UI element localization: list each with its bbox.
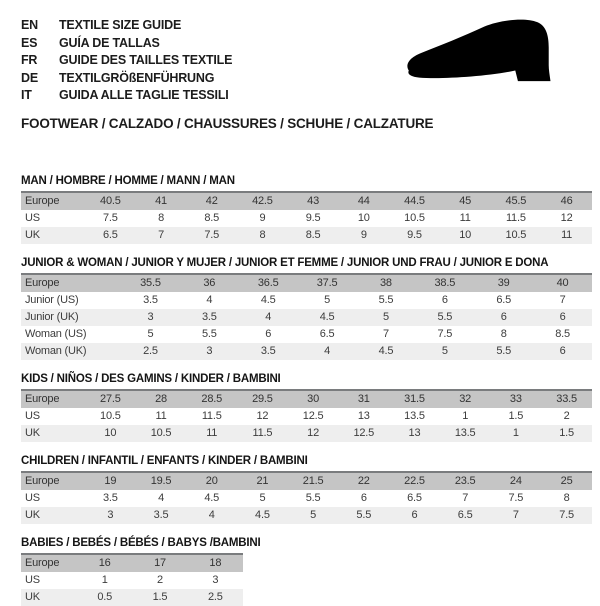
table-row [21,490,592,507]
language-code: EN [21,18,38,32]
size-value: 36.5 [257,276,279,289]
size-value: 24 [509,474,522,487]
size-value: 10 [459,228,472,241]
size-value: 6 [559,310,566,323]
language-code: IT [21,88,32,102]
table-row [21,554,243,572]
table-row [21,210,592,227]
table-row [21,507,592,524]
size-value: 19 [104,474,117,487]
size-value: 3 [147,310,154,323]
size-value: 12 [560,211,573,224]
size-value: 38 [380,276,392,289]
size-value: 5 [382,310,389,323]
row-label: UK [25,508,40,521]
row-label: US [25,491,40,504]
size-table [21,471,592,524]
row-label: Woman (US) [25,327,87,340]
size-section [21,537,590,606]
size-value: 11.5 [505,211,526,224]
size-value: 46 [560,194,573,207]
size-value: 6 [360,491,367,504]
row-label: UK [25,590,40,603]
size-tables-container [21,175,590,606]
size-value: 4 [208,508,215,521]
language-code: DE [21,70,38,85]
size-value: 45.5 [505,194,527,207]
size-value: 10.5 [404,211,425,224]
row-label: Europe [25,556,60,569]
size-value: 6.5 [457,508,473,521]
size-value: 7 [462,491,469,504]
size-value: 5 [259,491,266,504]
row-label: US [25,573,40,586]
size-value: 13 [357,409,370,422]
size-table [21,389,592,442]
table-row [21,192,592,210]
size-value: 5.5 [437,310,453,323]
size-value: 13.5 [404,409,425,422]
size-value: 18 [209,556,222,569]
size-value: 5.5 [201,327,217,340]
size-value: 42 [205,194,218,207]
size-value: 8.5 [204,211,220,224]
size-value: 1.5 [508,409,524,422]
size-value: 43 [307,194,320,207]
size-value: 11 [155,409,167,422]
size-value: 21.5 [302,474,324,487]
size-value: 22 [357,474,370,487]
size-value: 7 [512,508,519,521]
size-value: 44 [357,194,370,207]
size-value: 40.5 [100,194,121,207]
size-value: 5 [324,293,331,306]
size-value: 4.5 [204,491,220,504]
size-value: 6 [559,344,566,357]
size-value: 12 [256,409,269,422]
size-value: 7.5 [102,211,118,224]
size-value: 7 [559,293,566,306]
size-value: 12 [307,426,320,439]
row-label: Europe [25,194,60,207]
language-title: TEXTILE SIZE GUIDE [59,18,182,32]
row-label: UK [25,228,40,241]
size-value: 9 [360,228,367,241]
size-value: 5.5 [496,344,512,357]
size-value: 41 [155,194,167,207]
size-value: 4 [206,293,213,306]
size-value: 31 [357,392,370,405]
row-label: Europe [25,392,60,405]
size-section-title: MAN / HOMBRE / HOMME / MANN / MAN [21,174,235,187]
size-value: 13 [408,426,421,439]
size-value: 4 [265,310,272,323]
size-value: 8 [259,228,266,241]
size-value: 40 [556,276,569,289]
table-row [21,292,592,309]
size-value: 29.5 [252,392,273,405]
table-row [21,309,592,326]
size-value: 25 [560,474,573,487]
size-value: 21 [256,474,269,487]
size-value: 3.5 [201,310,217,323]
size-value: 8.5 [305,228,321,241]
size-value: 6 [441,293,448,306]
size-table [21,273,592,360]
table-row [21,589,243,606]
size-value: 1.5 [152,590,168,603]
size-value: 39 [497,276,510,289]
size-value: 7 [158,228,164,241]
size-value: 4.5 [319,310,335,323]
size-value: 3.5 [143,293,158,306]
category-heading: FOOTWEAR / CALZADO / CHAUSSURES / SCHUHE / CALZATURE [21,115,434,131]
size-value: 5.5 [305,491,321,504]
size-section [21,373,590,442]
size-value: 1 [101,573,108,586]
size-value: 2.5 [143,344,158,357]
table-row [21,472,592,490]
size-value: 5 [147,327,154,340]
size-value: 3.5 [260,344,276,357]
size-value: 10 [104,426,117,439]
size-value: 36 [203,276,216,289]
size-value: 23.5 [454,474,476,487]
size-value: 37.5 [316,276,338,289]
size-value: 4.5 [260,293,276,306]
size-value: 11 [561,228,573,241]
size-value: 2 [563,409,570,422]
size-value: 10.5 [100,409,121,422]
size-value: 6.5 [102,228,118,241]
size-value: 8.5 [555,327,570,340]
size-value: 22.5 [404,474,425,487]
size-value: 28.5 [201,392,223,405]
row-label: Junior (UK) [25,310,79,323]
size-value: 6.5 [496,293,512,306]
size-value: 6 [265,327,272,340]
size-value: 4.5 [255,508,270,521]
size-value: 44.5 [404,194,425,207]
table-row [21,326,592,343]
table-row [21,274,592,292]
language-code: ES [21,35,38,50]
size-value: 11 [459,211,471,224]
size-value: 3 [212,573,219,586]
size-value: 8 [563,491,570,504]
size-value: 12.5 [353,426,375,439]
size-section [21,455,590,524]
row-label: Junior (US) [25,293,79,306]
size-section [21,257,590,360]
row-label: US [25,211,40,224]
size-value: 6 [500,310,507,323]
language-title: TEXTILGRÖßENFÜHRUNG [59,70,215,85]
size-value: 10.5 [505,228,527,241]
table-row [21,425,592,442]
size-value: 9.5 [407,228,422,241]
size-value: 0.5 [97,590,113,603]
size-value: 12.5 [302,409,324,422]
size-value: 38.5 [434,276,456,289]
size-value: 10.5 [150,426,172,439]
size-section-title: JUNIOR & WOMAN / JUNIOR Y MUJER / JUNIOR ET FEMME / JUNIOR UND FRAU / JUNIOR E DONA [21,256,549,269]
language-title: GUIDE DES TAILLES TEXTILE [59,53,233,67]
size-value: 6.5 [407,491,422,504]
size-value: 19.5 [150,474,172,487]
size-value: 2.5 [207,590,223,603]
size-value: 33 [509,392,522,405]
size-value: 1.5 [559,426,574,439]
size-value: 7.5 [437,327,453,340]
size-table [21,553,243,606]
size-value: 3.5 [102,491,118,504]
size-value: 17 [154,556,166,569]
size-value: 10 [357,211,370,224]
size-value: 32 [459,392,472,405]
size-value: 3.5 [153,508,169,521]
size-section-title: CHILDREN / INFANTIL / ENFANTS / KINDER / BAMBINI [21,454,308,467]
row-label: US [25,409,40,422]
language-title: GUÍA DE TALLAS [59,35,160,50]
size-value: 20 [205,474,218,487]
table-row [21,572,243,589]
size-value: 7 [382,327,389,340]
size-value: 11 [206,426,218,439]
table-row [21,408,592,425]
size-value: 27.5 [100,392,121,405]
size-value: 28 [155,392,167,405]
size-value: 1 [462,409,469,422]
size-section-title: KIDS / NIÑOS / DES GAMINS / KINDER / BAMBINI [21,372,281,385]
row-label: Europe [25,474,60,487]
row-label: Europe [25,276,60,289]
size-value: 5.5 [378,293,394,306]
size-value: 4.5 [378,344,394,357]
row-label: Woman (UK) [25,344,87,357]
size-value: 9.5 [305,211,321,224]
size-value: 3 [206,344,213,357]
size-value: 45 [459,194,472,207]
table-row [21,227,592,244]
size-value: 11.5 [201,409,222,422]
size-value: 3 [107,508,114,521]
size-value: 5 [310,508,317,521]
size-value: 4 [324,344,331,357]
table-row [21,390,592,408]
size-value: 7.5 [204,228,220,241]
size-value: 13.5 [454,426,476,439]
size-value: 6.5 [319,327,335,340]
size-value: 5 [441,344,448,357]
size-value: 31.5 [404,392,425,405]
size-value: 7.5 [508,491,524,504]
table-row [21,343,592,360]
size-value: 5.5 [356,508,372,521]
size-section [21,175,590,244]
size-value: 35.5 [140,276,161,289]
language-code: FR [21,53,38,67]
size-value: 4 [158,491,164,504]
size-value: 9 [259,211,266,224]
size-table [21,191,592,244]
size-value: 30 [307,392,320,405]
size-value: 7.5 [559,508,574,521]
size-value: 8 [158,211,164,224]
size-value: 33.5 [556,392,577,405]
size-value: 42.5 [252,194,273,207]
size-value: 16 [98,556,111,569]
dress-shoe-icon [392,16,584,104]
size-value: 2 [157,573,163,586]
size-value: 1 [512,426,519,439]
size-section-title: BABIES / BEBÉS / BÉBÉS / BABYS /BAMBINI [21,536,261,549]
size-value: 11.5 [252,426,273,439]
size-value: 8 [500,327,507,340]
language-title: GUIDA ALLE TAGLIE TESSILI [59,88,229,102]
row-label: UK [25,426,40,439]
size-value: 6 [411,508,418,521]
